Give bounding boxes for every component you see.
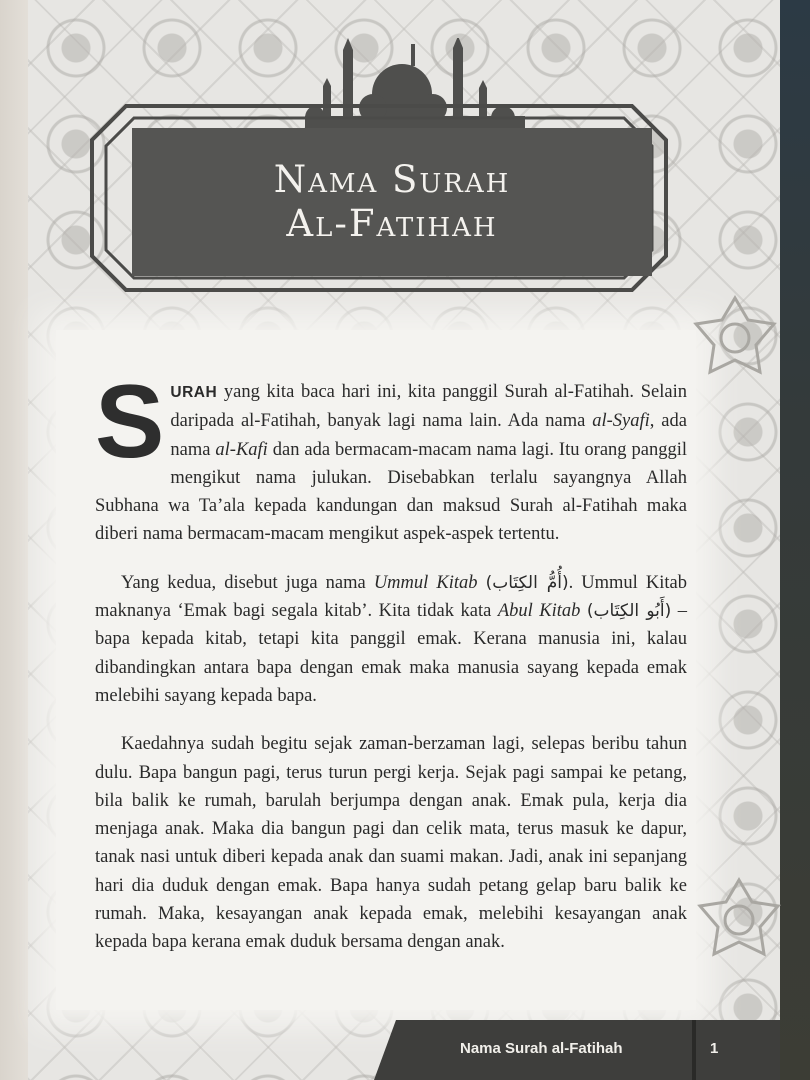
- paragraph-1: [95, 364, 687, 549]
- page-number: 1: [710, 1040, 719, 1057]
- paragraph-1-text-b: , ada nama: [170, 411, 687, 460]
- footer-chapter-title: Nama Surah al-Fatihah: [460, 1040, 623, 1057]
- paragraph-2-text-a: Yang kedua, disebut juga nama: [121, 572, 374, 593]
- drop-cap: S: [95, 364, 165, 480]
- star-ornament-right-bottom: [694, 872, 784, 982]
- paragraph-2: [95, 569, 687, 710]
- paragraph-2-text-c: – bapa kepada kitab, tetapi kita panggil emak. Kerana manusia ini, kalau dibandingkan antara bapa dengan emak maka manusia sayang kepada emak melebihi sayang kepada bapa.: [95, 601, 688, 706]
- arabic-ummul-kitab: (أُمُّ الكِتَاب): [485, 572, 569, 593]
- star-ornament-right-top: [690, 290, 780, 400]
- term-ummul-kitab: Ummul Kitab: [373, 572, 478, 593]
- paragraph-1-text-a: yang kita baca hari ini, kita panggil Surah al-Fatihah. Selain daripada al-Fatihah, banyak lagi nama lain. Ada nama: [170, 382, 687, 432]
- lead-in-text: URAH: [170, 384, 218, 401]
- term-abul-kitab: Abul Kitab: [497, 601, 581, 622]
- term-al-syafi: al-Syafi: [592, 411, 650, 432]
- paragraph-2-text-b: . Ummul Kitab maknanya ‘Emak bagi segala kitab’. Kita tidak kata: [95, 572, 688, 622]
- term-al-kafi: al-Kafi: [215, 439, 268, 460]
- paragraph-3: Kaedahnya sudah begitu sejak zaman-berzaman lagi, selepas beribu tahun dulu. Bapa bangun pagi, terus turun pergi kerja. Sejak pagi sampai ke petang, bila balik ke rumah, barulah berjumpa dengan anak. Emak pula, kerja dia menjaga anak. Maka dia bangun pagi dan celik mata, terus masuk ke dapur, tanak nasi untuk diberi kepada anak dan suami makan. Jadi, anak ini sepanjang hari dia duduk dengan emak. Bapa hanya sudah petang gelap baru balik ke rumah. Maka, kesayangan anak kepada emak, melebihi kesayangan anak kepada bapa kerana emak duduk bersama dengan anak.: [95, 734, 687, 953]
- paragraph-1-text-c: dan ada bermacam-macam nama lagi. Itu orang panggil mengikut nama julukan. Disebabkan terlalu sayangnya Allah Subhana wa Ta’ala kepada kandungan dan maksud Surah al-Fatihah maka diberi nama bermacam-macam mengikut aspek-aspek tertentu.: [95, 439, 687, 545]
- article-body: [95, 364, 688, 957]
- title-line-1: Nama Surah: [273, 158, 511, 201]
- title-banner: [132, 128, 652, 276]
- arabic-abul-kitab: (أَبُو الكِتَاب): [586, 601, 672, 622]
- title-line-2: Al-Fatihah: [286, 202, 498, 245]
